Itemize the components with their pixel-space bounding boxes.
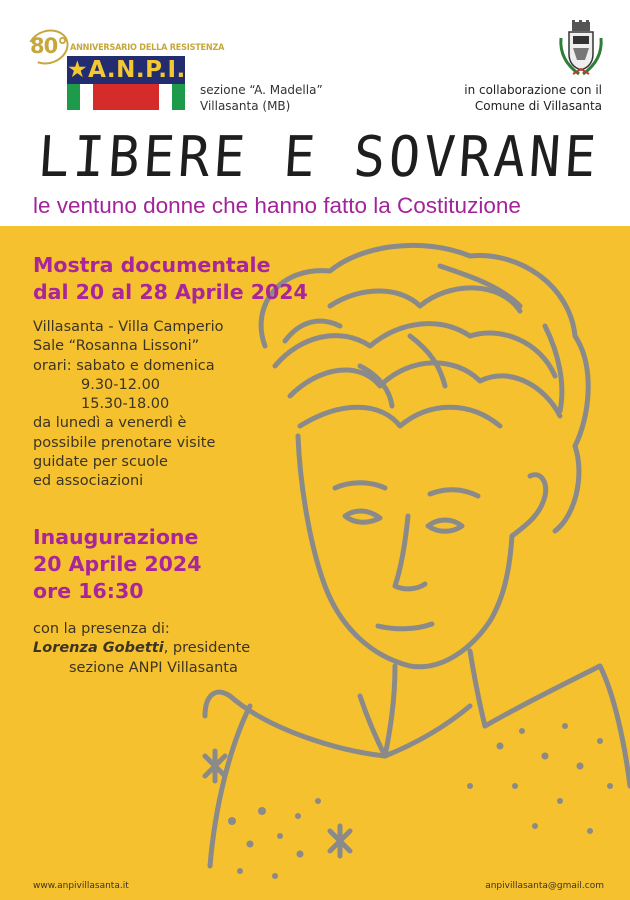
comune-crest-icon	[555, 20, 607, 80]
info-line: ed associazioni	[33, 473, 144, 490]
flag-stripes	[67, 84, 185, 110]
poster-subtitle: le ventuno donne che hanno fatto la Costituzione	[33, 193, 521, 218]
presenza-info	[33, 620, 250, 678]
collaboration-line: in collaborazione con il	[464, 83, 602, 97]
sezione-info	[200, 82, 323, 114]
info-line: guidate per scuole	[33, 454, 168, 471]
info-line: orari: sabato e domenica	[33, 357, 215, 374]
inaugurazione-time: ore 16:30	[33, 579, 144, 603]
inaugurazione-title: Inaugurazione	[33, 525, 199, 549]
anniversary-text: ANNIVERSARIO DELLA RESISTENZA	[70, 43, 225, 53]
speaker-role: , presidente	[163, 640, 251, 657]
mostra-dates: dal 20 al 28 Aprile 2024	[33, 280, 308, 304]
info-line: da lunedì a venerdì è	[33, 415, 187, 432]
anpi-logo	[67, 56, 185, 110]
presenza-section: sezione ANPI Villasanta	[69, 659, 238, 676]
inaugurazione-date: 20 Aprile 2024	[33, 552, 202, 576]
email-link[interactable]: anpivillasanta@gmail.com	[485, 881, 604, 891]
mostra-heading	[33, 252, 308, 306]
info-line: Villasanta - Villa Camperio	[33, 319, 224, 335]
mostra-title: Mostra documentale	[33, 253, 271, 277]
inaugurazione-heading	[33, 524, 201, 605]
info-line: 15.30-18.00	[81, 396, 170, 413]
sezione-name: sezione “A. Madella”	[200, 83, 323, 97]
sezione-city: Villasanta (MB)	[200, 99, 291, 113]
anpi-logo-text: ★A.N.P.I.	[67, 57, 186, 83]
collaboration-info	[464, 82, 602, 114]
anniversary-number: 80°	[30, 34, 67, 58]
info-line: 9.30-12.00	[81, 376, 161, 393]
poster-title: LIBERE E SOVRANE	[35, 125, 602, 190]
website-link[interactable]: www.anpivillasanta.it	[33, 881, 129, 891]
exhibition-info	[33, 318, 224, 492]
presenza-speaker	[33, 639, 250, 658]
comune-name: Comune di Villasanta	[474, 99, 602, 113]
presenza-intro: con la presenza di:	[33, 621, 170, 637]
info-line: possibile prenotare visite	[33, 434, 216, 451]
speaker-name: Lorenza Gobetti	[33, 640, 164, 657]
info-line: Sale “Rosanna Lissoni”	[33, 338, 200, 355]
